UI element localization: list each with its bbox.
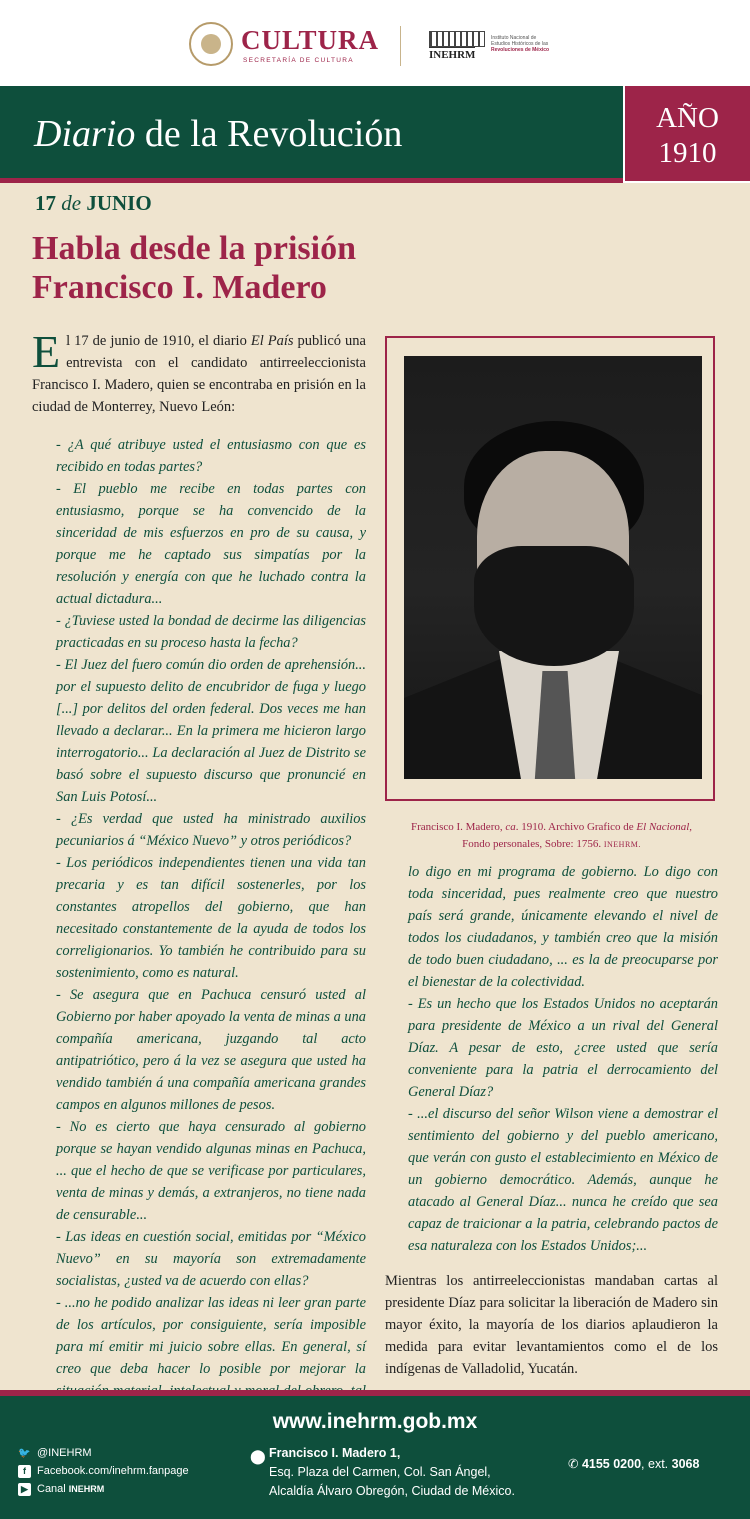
intro-paragraph: El 17 de junio de 1910, el diario El País publicó una entrevista con el candidato antirreeleccionista Francisco I. Madero, quien se encontraba en prisión en la ciudad de Monterrey, Nuevo León: (32, 326, 366, 415)
year-badge (623, 86, 750, 183)
cultura-logo-subtitle: SECRETARÍA DE CULTURA (243, 57, 354, 64)
twitter-link[interactable]: 🐦 @INEHRM (18, 1447, 92, 1459)
location-pin-icon: ⬤ (250, 1448, 266, 1464)
interview-line: - Las ideas en cuestión social, emitidas por “México Nuevo” en su mayoría son extremadamente socialistas, ¿usted va de acuerdo con ellas? (56, 1229, 366, 1289)
inehrm-logo-text: INEHRM (429, 49, 476, 61)
interview-line: - El pueblo me recibe en todas partes con entusiasmo, porque se ha convencido de la sinceridad de mis esfuerzos en pro de su causa, y porque me he captado sus simpatías por la resolución y energía con que he luchado contra la actual dictadura... (56, 481, 366, 607)
interview-line: lo digo en mi programa de gobierno. Lo digo con toda sinceridad, pues realmente creo que nuestro país será grande, únicamente elevando el nivel de todos los ciudadanos, y también creo que la misión de todo buen ciudadano, ... es la de preocuparse por el bienestar de la colectividad. (408, 864, 718, 990)
year-label: AÑO (656, 102, 719, 134)
facebook-icon: f (18, 1465, 31, 1478)
interview-line: - Es un hecho que los Estados Unidos no aceptarán para presidente de México a un rival del General Díaz. A pesar de esto, ¿cree usted que sería conveniente para la patria el derrocamiento del General Díaz? (408, 996, 718, 1100)
youtube-icon: ▶ (18, 1483, 31, 1496)
cultura-logo[interactable] (189, 22, 389, 72)
inehrm-logo-subtitle: Instituto Nacional de Estudios Históricos de las Revoluciones de México (491, 35, 550, 53)
phone-icon: ✆ (568, 1457, 582, 1471)
interview-line: - Se asegura que en Pachuca censuró usted al Gobierno por haber apoyado la venta de minas a una compañía americana, juzgando tal acto antipatriótico, pero á la vez se asegura que usted ha vendido también á una compañía americana grandes campos en algunos millones de pesos. (56, 987, 366, 1113)
interview-left-column (56, 434, 366, 1424)
interview-line: - No es cierto que haya censurado al gobierno porque se hayan vendido algunas minas en Pachuca, ... que el hecho de que se verificase por particulares, venta de minas y demás, a extranjeros, no tiene nada de censurable... (56, 1119, 366, 1223)
facebook-link[interactable]: f Facebook.com/inehrm.fanpage (18, 1462, 189, 1480)
address-block (250, 1444, 515, 1501)
closing-paragraph: Mientras los antirreeleccionistas mandaban cartas al presidente Díaz para solicitar la liberación de Madero sin mayor éxito, la mayoría de los diarios aplaudieron la medida para evitar levantamientos como el de los indígenas de Valladolid, Yucatán. (385, 1273, 718, 1377)
social-links (18, 1444, 189, 1498)
footer (0, 1396, 750, 1519)
header-divider-stripe (0, 178, 623, 183)
interview-line: - Los periódicos independientes tienen una vida tan precaria y es tan difícil sostenerles, por los constantes atropellos del gobierno, que han necesitado constantemente de la ayuda de todos los correligionarios. Yo también he contribuido para su sostenimiento, como es natural. (56, 855, 366, 981)
article-headline: Habla desde la prisión Francisco I. Madero (32, 230, 357, 306)
interview-line: - ¿Tuviese usted la bondad de decirme las diligencias practicadas en su proceso hasta la fecha? (56, 613, 366, 651)
address-line: Esq. Plaza del Carmen, Col. San Ángel, (269, 1465, 491, 1479)
interview-right-column (408, 861, 718, 1257)
cultura-logo-text: CULTURA (241, 25, 380, 55)
website-link[interactable]: www.inehrm.gob.mx (272, 1410, 478, 1433)
top-logo-bar (0, 0, 750, 86)
interview-line: - ...el discurso del señor Wilson viene a demostrar el sentimiento del gobierno y del pueblo americano, que verán con gusto el establecimiento en México de un gobierno democrático. Además, aunque he atacado al General Díaz... nunca he creído que sea capaz de traicionar a la patria, celebrando pactos de esa naturaleza con los Estados Unidos;... (408, 1106, 718, 1254)
interview-line: - ...no he podido analizar las ideas ni leer gran parte de los artículos, por consiguiente, sería imposible para mí emitir mi juicio sobre ellas. En general, sí creo que deba hacer lo posible por mejorar la (56, 1295, 366, 1377)
address-line: Alcaldía Álvaro Obregón, Ciudad de México. (269, 1484, 515, 1498)
interview-line: - ¿A qué atribuye usted el entusiasmo con que es recibido en todas partes? (56, 437, 366, 475)
address-street: Francisco I. Madero 1, (269, 1446, 401, 1460)
interview-line: - El Juez del fuero común dio orden de aprehensión... por el supuesto delito de encubridor de fuga y luego [...] por delitos del orden federal. Dos veces me han llevado a declarar... En la primera me hicieron largo interrogatorio... La declaración al Juez de Distrito se basó sobre el supuesto discurso que pronuncié en San Luis Potosí... (56, 657, 366, 805)
logo-divider (400, 26, 401, 66)
year-value: 1910 (658, 137, 717, 169)
inehrm-logo[interactable] (427, 31, 567, 65)
youtube-link[interactable]: ▶ Canal INEHRM (18, 1480, 189, 1498)
drop-cap: E (32, 326, 61, 377)
portrait-frame (385, 336, 715, 801)
twitter-icon: 🐦 (18, 1447, 31, 1459)
article-date: 17 de JUNIO (35, 191, 152, 215)
photo-caption: Francisco I. Madero, ca. 1910. Archivo Grafico de El Nacional, Fondo personales, Sobre: 1756. INEHRM. (410, 821, 693, 850)
seal-icon (189, 22, 233, 66)
interview-line: - ¿Es verdad que usted ha ministrado auxilios pecuniarios á “México Nuevo” y otros periódicos? (56, 811, 366, 849)
building-icon (429, 31, 485, 47)
madero-portrait-photo[interactable] (404, 356, 702, 779)
banner-title: Diario de la Revolución (34, 113, 403, 155)
phone-number[interactable]: ✆ 4155 0200, ext. 3068 (568, 1457, 700, 1471)
